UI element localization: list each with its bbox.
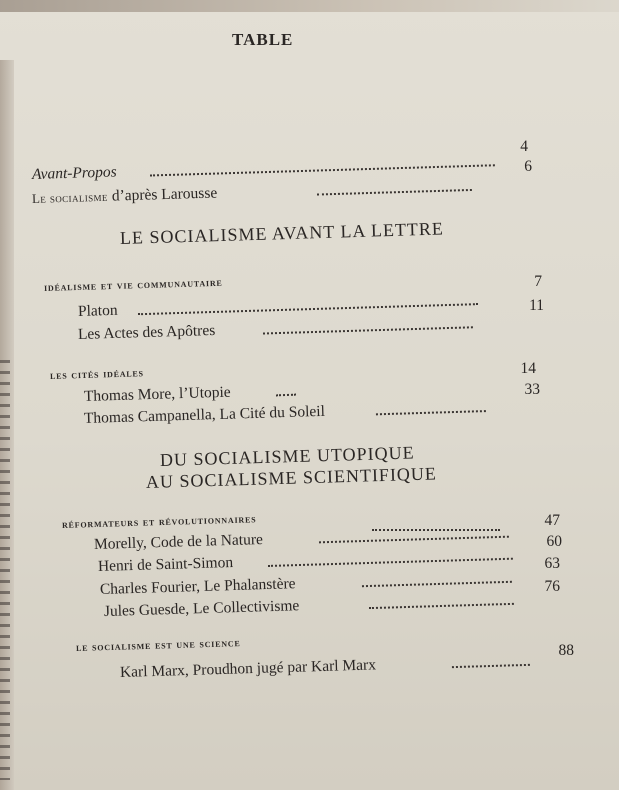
leader-dots (369, 603, 514, 609)
leader-dots (138, 303, 478, 315)
leader-dots (268, 558, 513, 567)
entry-label: Platon (77, 301, 118, 320)
page-number-platon: 11 (529, 297, 544, 314)
page-number-campanella: 33 (524, 381, 540, 398)
leader-dots (319, 536, 509, 544)
page-number-marx: 88 (558, 642, 574, 659)
leader-dots (276, 394, 296, 397)
entry-label-smallcaps: Le socialisme (31, 188, 109, 206)
section-title-cites: les cités idéales (49, 365, 145, 382)
entry-label: Henri de Saint-Simon (97, 553, 234, 575)
entry-label-rest: d’après Larousse (111, 184, 218, 205)
page-number-idealisme: 7 (534, 273, 542, 290)
leader-dots (376, 410, 486, 415)
section-title-idealisme: idéalisme et vie communautaire (43, 274, 223, 294)
part-heading-2-line1: DU SOCIALISME UTOPIQUE (159, 442, 415, 470)
leader-dots (362, 581, 512, 587)
entry-label: Karl Marx, Proudhon jugé par Karl Marx (119, 656, 377, 681)
part-heading-1: LE SOCIALISME AVANT LA LETTRE (119, 218, 445, 248)
leader-dots (317, 189, 472, 196)
entry-label: Les Actes des Apôtres (77, 321, 216, 343)
page-number-avant-propos: 4 (520, 138, 528, 155)
leader-dots (452, 664, 530, 668)
page-number-morelly: 60 (546, 533, 562, 550)
toc-entry-marx[interactable] (120, 651, 550, 684)
leader-dots (263, 326, 473, 334)
section-title-science: le socialisme est une science (75, 635, 241, 654)
entry-label: Jules Guesde, Le Collectivisme (103, 597, 300, 620)
entry-label: Morelly, Code de la Nature (93, 530, 264, 553)
section-title-reformateurs: réformateurs et révolutionnaires (61, 511, 257, 531)
top-shadow (0, 0, 619, 12)
page-number-fourier: 76 (544, 578, 560, 595)
entry-label: Thomas Campanella, La Cité du Soleil (83, 402, 326, 427)
part-heading-2-line2: AU SOCIALISME SCIENTIFIQUE (145, 463, 438, 492)
entry-label: Thomas More, l’Utopie (83, 383, 231, 405)
leader-dots (150, 164, 495, 176)
facing-page-text-edge (0, 360, 10, 780)
page-number-cites: 14 (520, 360, 536, 377)
page-number-reformateurs: 47 (544, 512, 560, 529)
page-number-larousse: 6 (524, 158, 532, 175)
entry-label: Avant-Propos (31, 163, 117, 183)
page-number-saint-simon: 63 (544, 555, 560, 572)
entry-label: Charles Fourier, Le Phalanstère (99, 575, 296, 598)
page-title: TABLE (232, 30, 294, 49)
